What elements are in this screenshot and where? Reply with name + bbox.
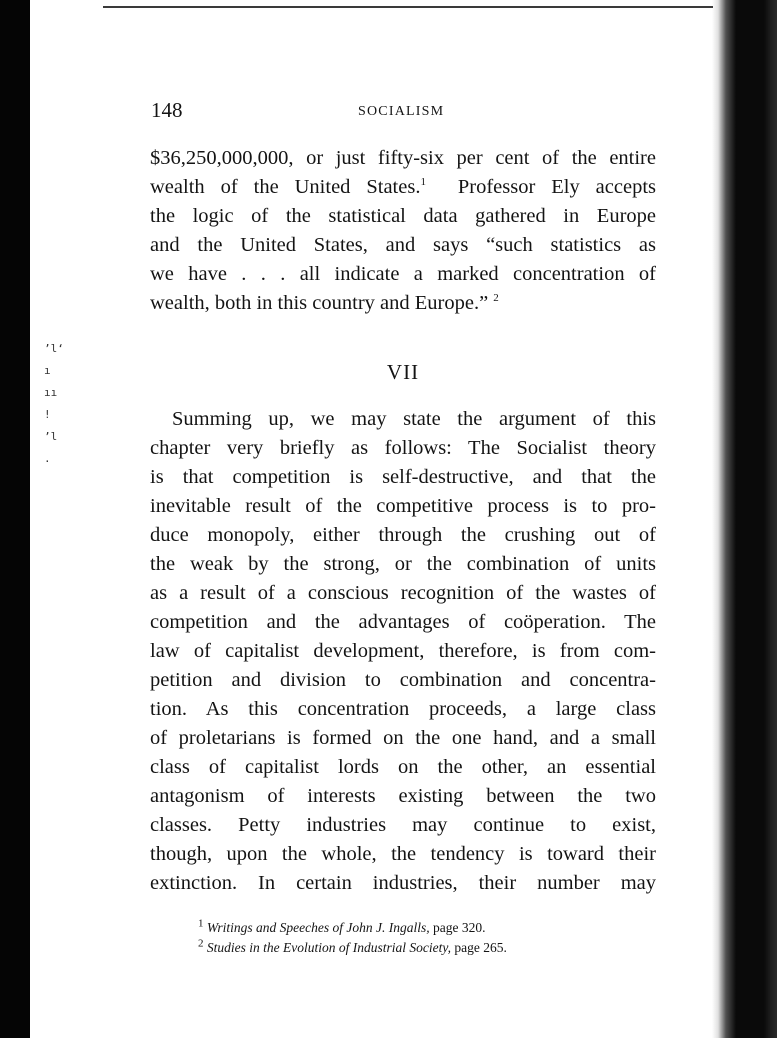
margin-mark: ’l‘ ı [44,342,64,377]
text-line: is that competition is self-destructive, and that the [150,466,656,488]
text-line: law of capitalist development, therefore, is from com- [150,640,656,662]
paragraph-summary [150,405,656,898]
footnote-1 [198,918,668,938]
text-line: of proletarians is formed on the one hand, and a small [150,727,656,749]
text-line: chapter very briefly as follows: The Socialist theory [150,437,656,459]
text-line: extinction. In certain industries, their number may [150,872,656,894]
scan-edge-right [712,0,777,1038]
section-heading: VII [386,360,420,384]
text-line-with-note [150,289,656,318]
footnote-marker: 2 [198,937,204,950]
text-line: duce monopoly, either through the crushing out of [150,524,656,546]
footnote-title: Writings and Speeches of John J. Ingalls, [206,920,430,935]
footnote-page: page 320. [432,920,486,935]
text-line: Summing up, we may state the argument of this [172,408,656,430]
scan-edge-left [0,0,30,1038]
text-line: the logic of the statistical data gathered in Europe [150,205,656,227]
text-line: the weak by the strong, or the combination of units [150,553,656,575]
text-line: competition and the advantages of coöperation. The [150,611,656,633]
scan-top-rule [103,6,713,8]
running-title: SOCIALISM [358,104,445,119]
margin-mark: ıı ! [44,386,58,421]
text-line: as a result of a conscious recognition of the wastes of [150,582,656,604]
footnote-marker: 1 [198,917,204,930]
footnote-title: Studies in the Evolution of Industrial Society, [206,940,451,955]
margin-mark: ’l . [44,430,58,465]
page-number: 148 [151,98,183,122]
footnotes [198,918,668,958]
text-line: inevitable result of the competitive process is to pro- [150,495,656,517]
text-line-fragment: wealth, both in this country and Europe.” [150,292,489,314]
text-line: though, upon the whole, the tendency is toward their [150,843,656,865]
text-line: classes. Petty industries may continue to exist, [150,814,656,836]
margin-marks [44,338,64,470]
footnote-2 [198,938,668,958]
paragraph-continued [150,144,656,318]
footnote-ref-1: 1 [420,176,426,189]
text-line: petition and division to combination and concentra- [150,669,656,691]
text-line: antagonism of interests existing between the two [150,785,656,807]
footnote-page: page 265. [454,940,507,955]
text-line-fragment: Professor Ely accepts [457,176,656,198]
text-line: tion. As this concentration proceeds, a large class [150,698,656,720]
footnote-ref-2: 2 [493,292,499,305]
text-line: and the United States, and says “such statistics as [150,234,656,256]
text-line: $36,250,000,000, or just fifty-six per cent of the entire [150,147,656,169]
text-line: class of capitalist lords on the other, an essential [150,756,656,778]
text-line-fragment: wealth of the United States. [150,176,421,198]
text-line: we have . . . all indicate a marked concentration of [150,263,656,285]
text-line-with-note [150,173,656,202]
